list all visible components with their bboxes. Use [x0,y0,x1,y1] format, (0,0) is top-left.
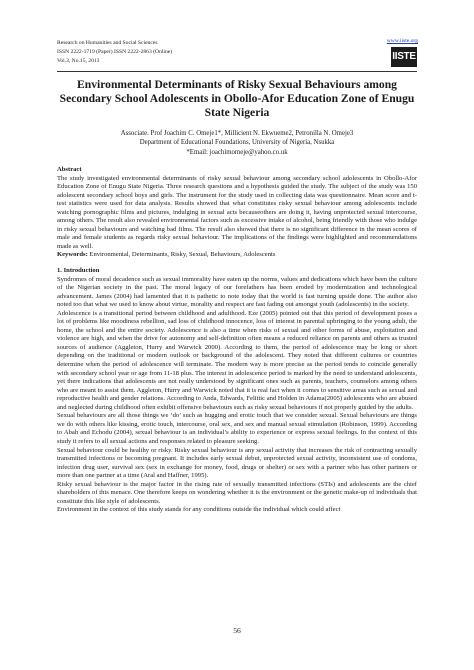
page-number: 56 [233,626,241,635]
journal-issn: ISSN 2222-1719 (Paper) ISSN 2222-2863 (Online) [57,49,173,55]
abstract-text: The study investigated environmental determinants of risky sexual behaviour among secondary school adolescents in Obollo-Afor Education Zone of Enugu State Nigeria. Three research questions and a hypothesis guided the study. The subject of the study was 150 adolescent secondary school boys and girls. The instrument for the study used in collecting data was questionnaire. Mean score and t-test statistics were used for data analysis. Results showed that what constitutes risky sexual behaviour among adolescents include watching pornographic films and pictures, indulging in sexual acts becauseothers are doing it, having unprotected sexual intercourse, among others. The result also revealed environmental factors such as excessive intake of alcohol, being friendly with those who indulge in risky sexual behaviours and watching bad films. The result also showed that there is no significant difference in the mean scores of male and female students as regards risky sexual behaviour. The implications of the findings were highlighted and recommendations made as well. [57,174,417,250]
intro-paragraph: Risky sexual behaviour is the major factor in the rising rate of sexually transmitted infections (STIs) and adolescents are the chief shareholders of this menace. One therefore keeps on wondering whether it is the environment or the genetic make-up of individuals that constitute this like style of adolescents. [57,480,417,505]
journal-volume: Vol.3, No.15, 2013 [57,58,100,64]
paper-body [57,166,417,515]
keywords-text: Environmental, Determinants, Risky, Sexual, Behaviours, Adolescents [87,251,276,259]
iiste-logo: IISTE [391,47,417,67]
intro-paragraph: Sexual behaviours are all those things we ‘do’ such as hugging and erotic touch that we consider sexual. Sexual behaviours are things we do with others like kissing, erotic touch, intercourse, oral sex, and sex and manual sexual stimulation (Robinson, 1999). According to Abah and Echodu (2004), sexual behaviour is an individual’s ability to experience or express sexual feelings. In the context of this study it refers to all sexual actions and responses related to pleasure seeking. [57,412,417,445]
section-gap [57,260,417,267]
intro-paragraph: Syndromes of moral decadence such as sexual immorality have eaten up the norms, values and dedications which have been the culture of the Nigerian society in the past. The moral legacy of our forefathers has been eroded by modernization and technological advancement. James (2004) had lamented that it is pathetic to note today that the world is fast turning upside done. The author also noted too that what we used to know about virtue, morality and respect are fast fading out amongst youth (adolescents) in the society. [57,275,417,309]
journal-info [57,39,172,66]
author-names: Associate. Prof Joachim C. Omeje1*, Millicient N. Ekwueme2, Petronilla N. Omeje3 [120,130,354,137]
header-divider [57,71,417,72]
intro-paragraph: Environment in the context of this study stands for any conditions outside the individual which could affect [57,506,341,514]
author-email: *Email: joachimomeje@yahoo.co.uk [186,148,288,156]
author-department: Department of Educational Foundations, University of Nigeria, Nsukka [139,139,335,147]
abstract-heading: Abstract [57,166,82,173]
journal-name: Research on Humanities and Social Sciences [57,40,158,46]
journal-website-link[interactable]: www.iiste.org [386,38,418,44]
paper-title: Environmental Determinants of Risky Sexual Behaviours among Secondary School Adolescents in Obollo-Afor Education Zone of Enugu State Nigeria [59,78,415,119]
introduction-heading: 1. Introduction [57,267,100,275]
intro-paragraph: Adolescence is a transitional period between childhood and adulthood. Eze (2005) pointed out that this period of development poses a lot of problems like moodiness rebellion, sad loss of childhood innocence, loss of interest in parental upbringing to the young adult, the home, the school and the entire society. Adolescence is also a time when risks of sexual and other forms of abuse, exploitation and violence are high, and when the drive for autonomy and self-definition often means a reduced reliance on parents and others as trusted sources of audience (Aggleton, Hurry and Warwick 2000). According to them, the period of adolescence may be long or short depending on the traditional or modern outlook or background of the adolescent. They noted that different cultures or countries determine when the period of adolescence will terminate. The modern way is more precise as the period tends to coincide generally with secondary school year or age from 11-18 plus. The interest in adolescence period is marked by the need to understand adolescents, yet there indications that adolescents are not really understood by significant ones such as parents, teachers, counselors among others who are meant to assist them. Aggleton, Hurry and Warwick noted that it is real fact when it comes to sensitive areas such as sexual and reproductive health and gender relations. According to Anda, Edwards, Felittic and Holden in Adama(2005) adolescents who are abused and neglected during childhood often exhibit offensive behaviours such as risky sexual behaviours if not properly guided by the adults. [57,309,417,411]
intro-paragraph: Sexual behaviour could be healthy or risky. Risky sexual behaviour is any sexual activity that increases the risk of contracting sexually transmitted infections or becoming pregnant. It includes early sexual debut, unprotected sexual activity, inconsistent use of condoms, infection drug user, survival sex (sex in exchange for money, food, drugs or shelter) or sex with a partner who has other partners or more than one partner at a time (Aral and Haffner, 1995). [57,446,417,480]
keywords-label: Keywords: [57,251,88,259]
keywords-line [57,251,417,260]
author-block [57,129,417,157]
